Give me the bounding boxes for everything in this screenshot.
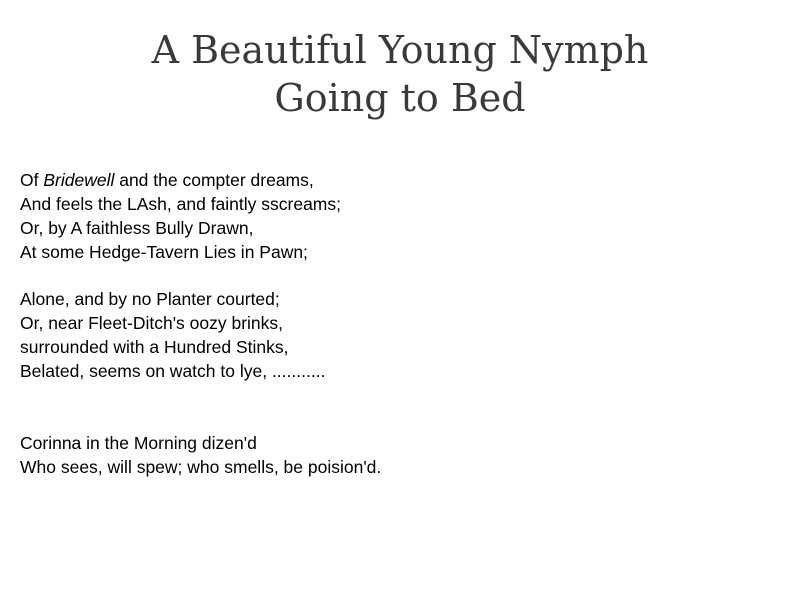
stanza-2	[20, 287, 325, 383]
stanza-line	[20, 168, 341, 192]
stanza-line: Belated, seems on watch to lye, ...........	[20, 361, 326, 381]
poem-title-line-2: Going to Bed	[274, 76, 526, 120]
stanza-line: Or, near Fleet-Ditch's oozy brinks,	[20, 313, 284, 333]
stanza-3	[20, 431, 381, 479]
poem-title	[0, 26, 800, 122]
stanza-line: Or, by A faithless Bully Drawn,	[20, 218, 254, 238]
stanza-line: And feels the LAsh, and faintly sscreams;	[20, 194, 341, 214]
stanza-line: surrounded with a Hundred Stinks,	[20, 337, 289, 357]
stanza-1	[20, 168, 341, 264]
line-text: Of	[20, 170, 44, 190]
stanza-line: Corinna in the Morning dizen'd	[20, 433, 257, 453]
stanza-line: Alone, and by no Planter courted;	[20, 289, 280, 309]
stanza-line: At some Hedge-Tavern Lies in Pawn;	[20, 242, 308, 262]
line-text: and the compter dreams,	[114, 170, 314, 190]
stanza-line: Who sees, will spew; who smells, be poision'd.	[20, 457, 382, 477]
poem-title-line-1: A Beautiful Young Nymph	[151, 28, 649, 72]
italic-place-name: Bridewell	[43, 170, 115, 190]
